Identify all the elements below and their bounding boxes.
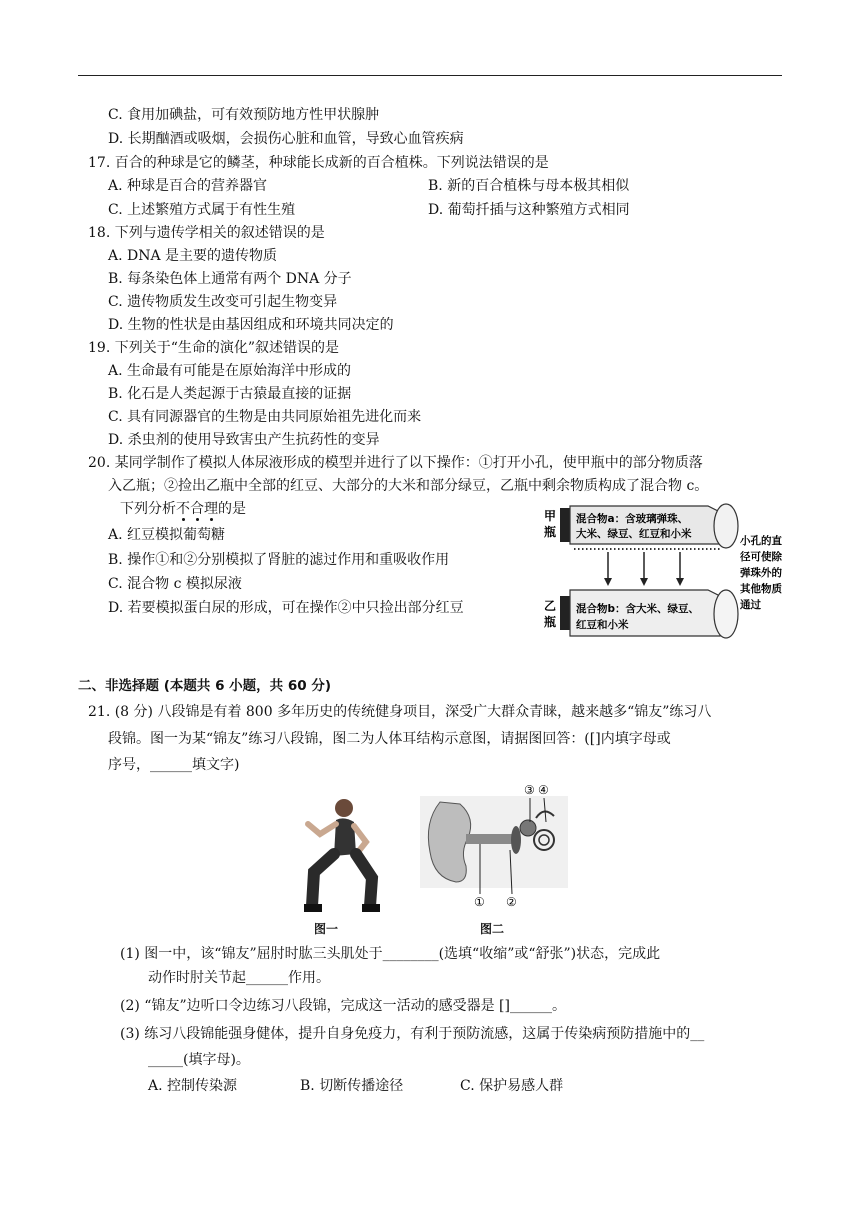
q16-option-c: C. 食用加碘盐，可有效预防地方性甲状腺肿 xyxy=(108,107,380,123)
q18-stem: 18. 下列与遗传学相关的叙述错误的是 xyxy=(88,225,325,241)
q21-part3-line2: _____(填字母)。 xyxy=(148,1052,250,1068)
mixture-a-text-2: 大米、绿豆、红豆和小米 xyxy=(576,528,692,540)
figure-one-person xyxy=(296,794,386,918)
figure-one-caption: 图一 xyxy=(314,922,339,936)
emphasis-char: 理 xyxy=(204,501,218,517)
q21-stem-line3: 序号，______填文字) xyxy=(108,757,240,773)
side-note-3: 弹珠外的 xyxy=(740,567,782,579)
mixture-b-text-2: 红豆和小米 xyxy=(576,619,629,631)
side-note-4: 其他物质 xyxy=(740,583,782,595)
mixture-a-text-1: 混合物a：含玻璃弹珠、 xyxy=(576,513,689,525)
jia-label-2: 瓶 xyxy=(544,525,557,539)
ear-canal xyxy=(466,834,512,844)
q19-option-c: C. 具有同源器官的生物是由共同原始祖先进化而来 xyxy=(108,409,422,425)
bottle-yi-cap xyxy=(560,596,570,630)
q21-stem-line1: 21. (8 分) 八段锦是有着 800 多年历史的传统健身项目，深受广大群众青睐，越来越多“锦友”练习八 xyxy=(88,704,712,720)
q21-part1-line2: 动作时肘关节起______作用。 xyxy=(148,970,330,986)
q20-option-a: A. 红豆模拟葡萄糖 xyxy=(108,527,226,543)
q18-option-a: A. DNA 是主要的遗传物质 xyxy=(108,248,278,264)
eardrum xyxy=(511,826,521,854)
q19-option-a: A. 生命最有可能是在原始海洋中形成的 xyxy=(108,363,352,379)
figure-two-ear xyxy=(420,782,576,912)
header-rule xyxy=(78,75,782,76)
q20-option-b: B. 操作①和②分别模拟了肾脏的滤过作用和重吸收作用 xyxy=(108,552,450,568)
figure-two-caption: 图二 xyxy=(480,922,505,936)
emphasis-char: 合 xyxy=(190,501,204,517)
ossicles xyxy=(520,820,536,836)
q19-stem: 19. 下列关于“生命的演化”叙述错误的是 xyxy=(88,340,340,356)
q16-option-d: D. 长期酗酒或吸烟，会损伤心脏和血管，导致心血管疾病 xyxy=(108,131,464,147)
section-title: 二、非选择题 (本题共 6 小题，共 60 分) xyxy=(78,678,332,694)
side-note-2: 径可使除 xyxy=(740,551,782,563)
kidney-model-diagram xyxy=(540,502,800,642)
side-note-1: 小孔的直 xyxy=(740,535,782,547)
jia-label: 甲 xyxy=(544,509,557,523)
bottle-jia-bottom xyxy=(714,504,738,548)
ear-label-3: ③ xyxy=(524,783,535,797)
q21-part1-line1: (1) 图一中，该“锦友”屈肘时肱三头肌处于________(选填“收缩”或“舒张”)状态，完成此 xyxy=(120,946,661,962)
mixture-b-text-1: 混合物b：含大米、绿豆、 xyxy=(576,603,700,615)
q21-stem-line2: 段锦。图一为某“锦友”练习八段锦，图二为人体耳结构示意图，请据图回答：([]内填字母或 xyxy=(108,731,671,747)
q18-option-b: B. 每条染色体上通常有两个 DNA 分子 xyxy=(108,271,352,287)
q21-option-b: B. 切断传播途径 xyxy=(300,1078,404,1094)
ear-label-4: ④ xyxy=(538,783,549,797)
q18-option-d: D. 生物的性状是由基因组成和环境共同决定的 xyxy=(108,317,394,333)
q17-option-a: A. 种球是百合的营养器官 xyxy=(108,178,268,194)
yi-label: 乙 xyxy=(544,599,557,613)
q21-option-a: A. 控制传染源 xyxy=(148,1078,238,1094)
q21-option-c: C. 保护易感人群 xyxy=(460,1078,564,1094)
q20-option-d: D. 若要模拟蛋白尿的形成，可在操作②中只捡出部分红豆 xyxy=(108,600,464,616)
ear-label-1: ① xyxy=(474,895,485,909)
q17-stem: 17. 百合的种球是它的鳞茎，种球能长成新的百合植株。下列说法错误的是 xyxy=(88,155,549,171)
bottle-jia-cap xyxy=(560,508,570,542)
q21-part3-line1: (3) 练习八段锦能强身健体，提升自身免疫力，有利于预防流感，这属于传染病预防措施中的__ xyxy=(120,1026,705,1042)
q20-stem-line2: 入乙瓶；②捡出乙瓶中全部的红豆、大部分的大米和部分绿豆，乙瓶中剩余物质构成了混合物 c。 xyxy=(108,478,709,494)
q17-option-c: C. 上述繁殖方式属于有性生殖 xyxy=(108,202,296,218)
q21-part2: (2) “锦友”边听口令边练习八段锦，完成这一活动的感受器是 []______。 xyxy=(120,998,566,1014)
bottle-yi-bottom xyxy=(714,590,738,638)
yi-label-2: 瓶 xyxy=(544,615,557,629)
q18-option-c: C. 遗传物质发生改变可引起生物变异 xyxy=(108,294,338,310)
q20-stem-line1: 20. 某同学制作了模拟人体尿液形成的模型并进行了以下操作：①打开小孔，使甲瓶中的部分物质落 xyxy=(88,455,703,471)
ear-label-2: ② xyxy=(506,895,517,909)
emphasis-char: 不 xyxy=(176,501,190,517)
q17-option-b: B. 新的百合植株与母本极其相似 xyxy=(428,178,630,194)
side-note-5: 通过 xyxy=(740,599,761,611)
q19-option-b: B. 化石是人类起源于古猿最直接的证据 xyxy=(108,386,352,402)
q20-stem-line3: 下列分析不合理的是 xyxy=(120,501,246,517)
q19-option-d: D. 杀虫剂的使用导致害虫产生抗药性的变异 xyxy=(108,432,380,448)
q20-option-c: C. 混合物 c 模拟尿液 xyxy=(108,576,242,592)
q17-option-d: D. 葡萄扦插与这种繁殖方式相同 xyxy=(428,202,630,218)
